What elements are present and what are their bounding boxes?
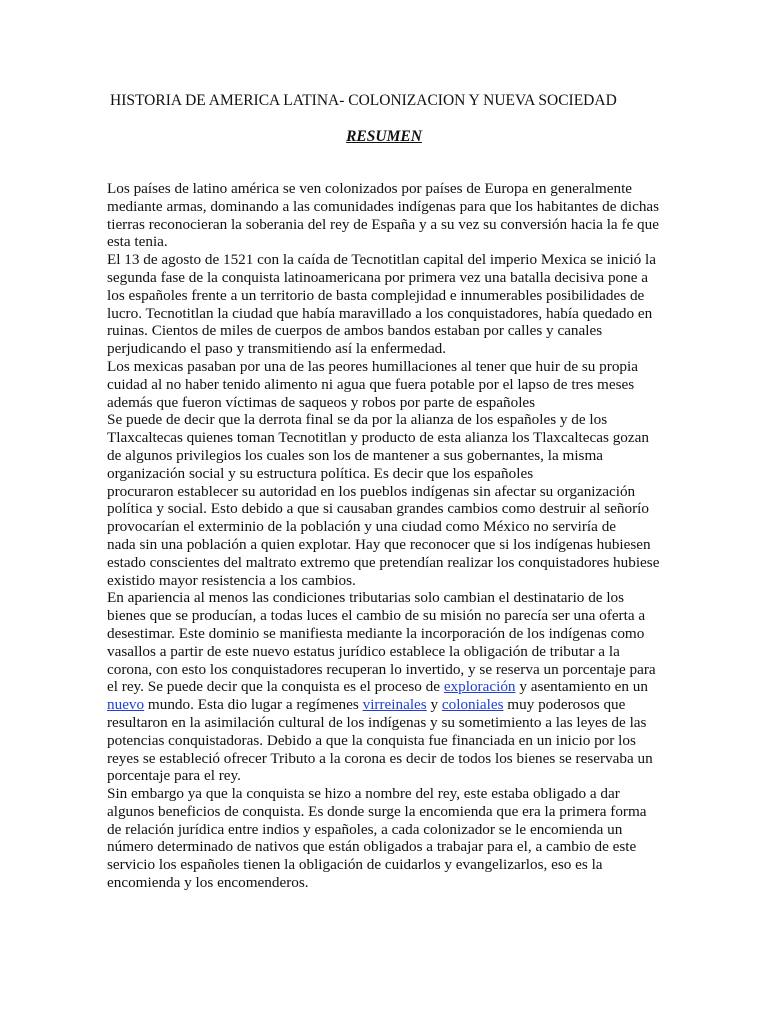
text-line: porcentaje para el rey. (107, 767, 241, 785)
text-line: ruinas. Cientos de miles de cuerpos de ambos bandos estaban por calles y canales (107, 322, 603, 340)
text-line: servicio los españoles tienen la obligación de cuidarlos y evangelizarlos, eso es la (107, 856, 603, 874)
text-line: perjudicando el paso y transmitiendo así la enfermedad. (107, 340, 447, 358)
text-line: estado conscientes del maltrato extremo que pretendían realizar los conquistadores hubiese (107, 553, 660, 571)
text-segment: y asentamiento en un (515, 678, 648, 696)
text-line: potencias conquistadoras. Debido a que la conquista fue financiada en un inicio por los (107, 731, 636, 749)
text-line: lucro. Tecnotitlan la ciudad que había maravillado a los conquistadores, había quedado en (107, 304, 653, 322)
text-line: Los mexicas pasaban por una de las peores humillaciones al tener que huir de su propia (107, 357, 638, 375)
text-line: algunos beneficios de conquista. Es donde surge la encomienda que era la primera forma (107, 802, 647, 820)
text-line: desestimar. Este dominio se manifiesta mediante la incorporación de los indígenas como (107, 624, 645, 642)
text-line: organización social y su estructura política. Es decir que los españoles (107, 464, 534, 482)
text-line: Los países de latino américa se ven colonizados por países de Europa en generalmente (107, 180, 633, 197)
text-line: de algunos privilegios los cuales son los de mantener a sus gobernantes, la misma (107, 446, 604, 464)
text-line: Se puede de decir que la derrota final se da por la alianza de los españoles y de los (107, 411, 608, 429)
link-coloniales[interactable]: coloniales (441, 696, 504, 714)
text-line: de relación jurídica entre indios y españoles, a cada colonizador se le encomienda un (107, 820, 623, 838)
text-line: política y social. Esto debido a que si causaban grandes cambios como destruir al señorío (107, 500, 649, 518)
text-line: además que fueron víctimas de saqueos y robos por parte de españoles (107, 393, 536, 411)
text-line: Sin embargo ya que la conquista se hizo a nombre del rey, este estaba obligado a dar (107, 785, 620, 803)
text-line: Tlaxcaltecas quienes toman Tecnotitlan y producto de esta alianza los Tlaxcaltecas gozan (107, 429, 649, 447)
document-subtitle: RESUMEN (346, 128, 422, 145)
text-line: esta tenia. (107, 233, 168, 251)
text-segment: y (426, 696, 442, 714)
text-line: corona, con esto los conquistadores recuperan lo invertido, y se reserva un porcentaje para (107, 660, 656, 678)
text-line: provocarían el exterminio de la población y una ciudad como México no serviría de (107, 518, 617, 536)
text-line: El 13 de agosto de 1521 con la caída de Tecnotitlan capital del imperio Mexica se inició la (107, 251, 657, 269)
text-line-with-link (107, 678, 667, 696)
text-segment: mundo. Esta dio lugar a regímenes (144, 696, 363, 714)
text-line: tierras reconocieran la soberania del rey de España y a su vez su conversión hacia la fe que (107, 215, 659, 233)
text-segment: muy poderosos que (503, 696, 626, 714)
text-line: vasallos a partir de este nuevo estatus jurídico establece la obligación de tributar a la (107, 642, 620, 660)
text-line: En apariencia al menos las condiciones tributarias solo cambian el destinatario de los (107, 589, 625, 607)
text-line: resultaron en la asimilación cultural de los indígenas y su sometimiento a las leyes de las (107, 713, 647, 731)
text-segment: el rey. Se puede decir que la conquista es el proceso de (107, 678, 444, 696)
text-line: mediante armas, dominando a las comunidades indígenas para que los habitantes de dichas (107, 197, 660, 215)
text-line: reyes se estableció ofrecer Tributo a la corona es decir de todos los bienes se reservaba un (107, 749, 653, 767)
text-line: existido mayor resistencia a los cambios. (107, 571, 356, 589)
document-title: HISTORIA DE AMERICA LATINA- COLONIZACION Y NUEVA SOCIEDAD (110, 92, 617, 109)
text-line: cuidad al no haber tenido alimento ni agua que fuera potable por el lapso de tres meses (107, 375, 635, 393)
text-line-with-links (107, 696, 667, 714)
text-line: procuraron establecer su autoridad en los pueblos indígenas sin afectar su organización (107, 482, 636, 500)
text-line: los españoles frente a un territorio de basta complejidad e innumerables posibilidades de (107, 286, 645, 304)
text-line: nada sin una población a quien explotar. Hay que reconocer que si los indígenas hubiesen (107, 535, 651, 553)
link-virreinales[interactable]: virreinales (362, 696, 427, 714)
document-body (107, 180, 667, 892)
link-nuevo[interactable]: nuevo (107, 696, 145, 714)
text-line: encomienda y los encomenderos. (107, 874, 309, 892)
text-line: número determinado de nativos que están obligados a trabajar para el, a cambio de este (107, 838, 637, 856)
link-exploracion[interactable]: exploración (443, 678, 516, 696)
text-line: bienes que se producían, a todas luces el cambio de su misión no parecía ser una oferta a (107, 607, 646, 625)
text-line: segunda fase de la conquista latinoamericana por primera vez una batalla decisiva pone a (107, 268, 649, 286)
